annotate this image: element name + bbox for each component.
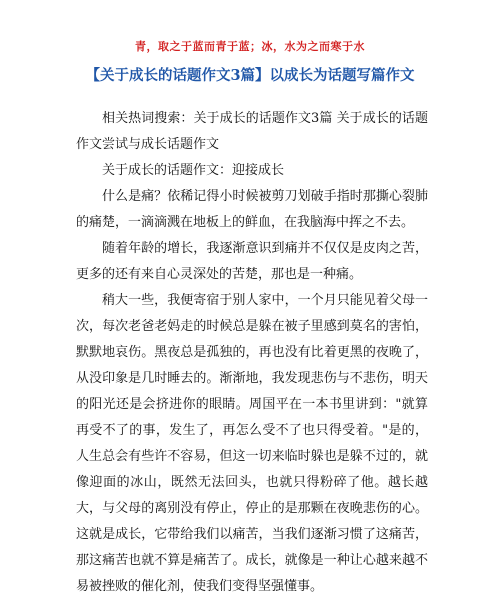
body-paragraph: 随着年龄的增长，我逐渐意识到痛并不仅仅是皮肉之苦，更多的还有来自心灵深处的苦楚，那也是一种痛。 — [76, 241, 428, 282]
body-paragraph: 稍大一些，我便寄宿于别人家中，一个月只能见着父母一次，每次老爸老妈走的时候总是躲在被子里感到莫名的害怕，默默地哀伤。黑夜总是孤独的，再也没有比着更黑的夜晚了，从没印象是几时睡去的。渐渐地，我发现悲伤与不悲伤，明天的阳光还是会挤进你的眼睛。周国平在一本书里讲到："就算再受不了的事，发生了，再怎么受不了也只得受着。"是的，人生总会有些许不容易，但这一切来临时躲也是躲不过的，就像迎面的冰山，既然无法回头，也就只得粉碎了他。越长越大，与父母的离别没有停止，停止的是那颗在夜晚悲伤的心。这就是成长，它带给我们以痛苦，当我们逐渐习惯了这痛苦，那这痛苦也就不算是痛苦了。成长，就像是一种让心越来越不易被挫败的催化剂，使我们变得坚强懂事。 — [76, 293, 428, 594]
document-body — [76, 106, 428, 600]
header-motto: 青，取之于蓝而青于蓝；冰，水为之而寒于水 — [135, 40, 365, 53]
section-heading: 关于成长的话题作文：迎接成长 — [102, 163, 285, 178]
document-title: 【关于成长的话题作文3篇】以成长为话题写篇作文 — [85, 67, 415, 84]
body-paragraph: 什么是痛？依稀记得小时候被剪刀划破手指时那撕心裂肺的痛楚，一滴滴溅在地板上的鲜血，在我脑海中挥之不去。 — [76, 189, 428, 230]
keywords-paragraph: 相关热词搜索：关于成长的话题作文3篇 关于成长的话题作文尝试与成长话题作文 — [76, 111, 428, 152]
